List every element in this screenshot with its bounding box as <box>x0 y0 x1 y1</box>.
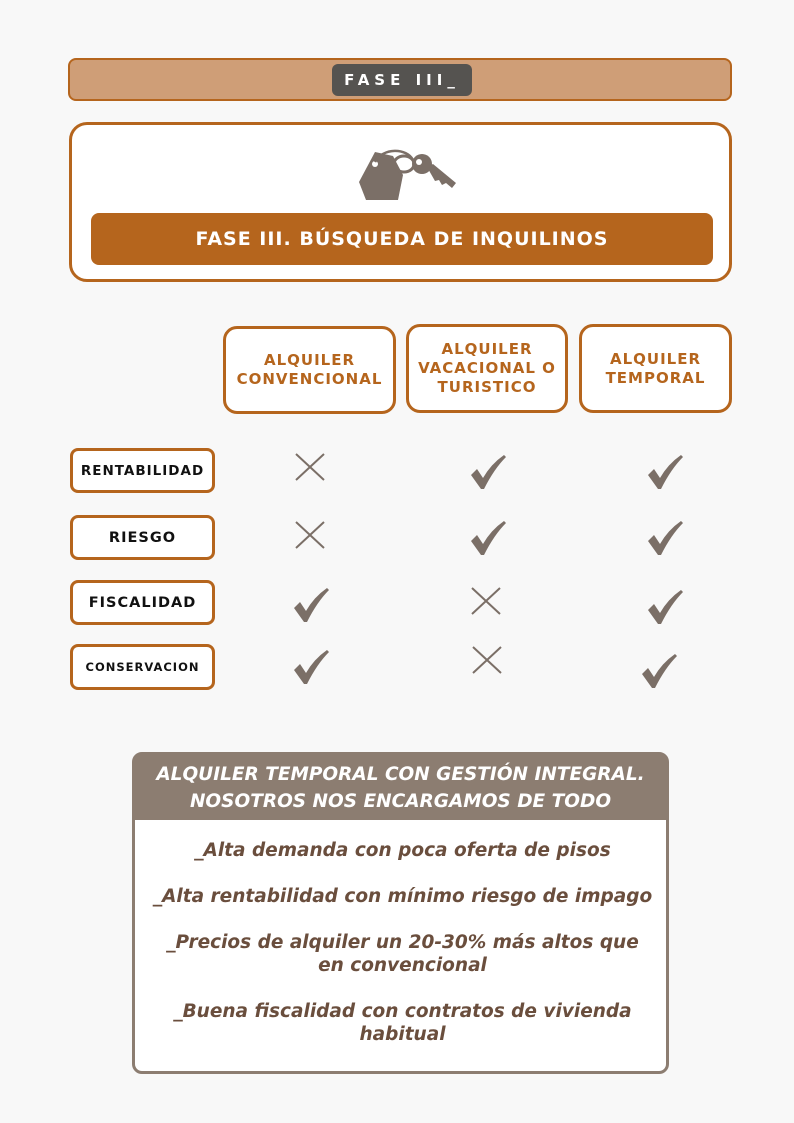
column-alquiler-vacacional <box>406 324 568 413</box>
row-label-fiscalidad: FISCALIDAD <box>70 580 215 625</box>
check-icon <box>467 452 507 492</box>
check-icon <box>644 518 684 558</box>
summary-bullet: _Alta demanda con poca oferta de pisos <box>194 840 611 861</box>
check-icon <box>290 647 330 687</box>
summary-bullet: _Buena fiscalidad con contratos de vivienda habitual <box>173 1001 632 1045</box>
cross-icon <box>466 581 506 621</box>
column-label: ALQUILER CONVENCIONAL <box>236 351 383 388</box>
check-icon <box>644 587 684 627</box>
phase-tag: FASE III_ <box>332 64 472 96</box>
cross-icon <box>290 515 330 555</box>
column-label: ALQUILER VACACIONAL O TURISTICO <box>418 340 556 396</box>
check-icon <box>467 518 507 558</box>
summary-title <box>135 755 666 820</box>
column-label: ALQUILER TEMPORAL <box>605 349 706 387</box>
row-label-rentabilidad: RENTABILIDAD <box>70 448 215 493</box>
check-icon <box>644 452 684 492</box>
summary-title-line: ALQUILER TEMPORAL CON GESTIÓN INTEGRAL. <box>156 764 645 785</box>
cross-icon <box>290 447 330 487</box>
house-keys-icon <box>355 142 460 204</box>
summary-bullet: _Precios de alquiler un 20-30% más altos que en convencional <box>166 932 639 976</box>
page-title: FASE III. BÚSQUEDA DE INQUILINOS <box>91 213 713 265</box>
row-label-riesgo: RIESGO <box>70 515 215 560</box>
column-alquiler-convencional <box>223 326 396 414</box>
summary-bullet: _Alta rentabilidad con mínimo riesgo de impago <box>152 886 653 907</box>
row-label-conservacion: CONSERVACION <box>70 644 215 690</box>
column-alquiler-temporal <box>579 324 732 413</box>
cross-icon <box>467 640 507 680</box>
check-icon <box>290 585 330 625</box>
check-icon <box>638 651 678 691</box>
summary-title-line: NOSOTROS NOS ENCARGAMOS DE TODO <box>189 791 612 812</box>
